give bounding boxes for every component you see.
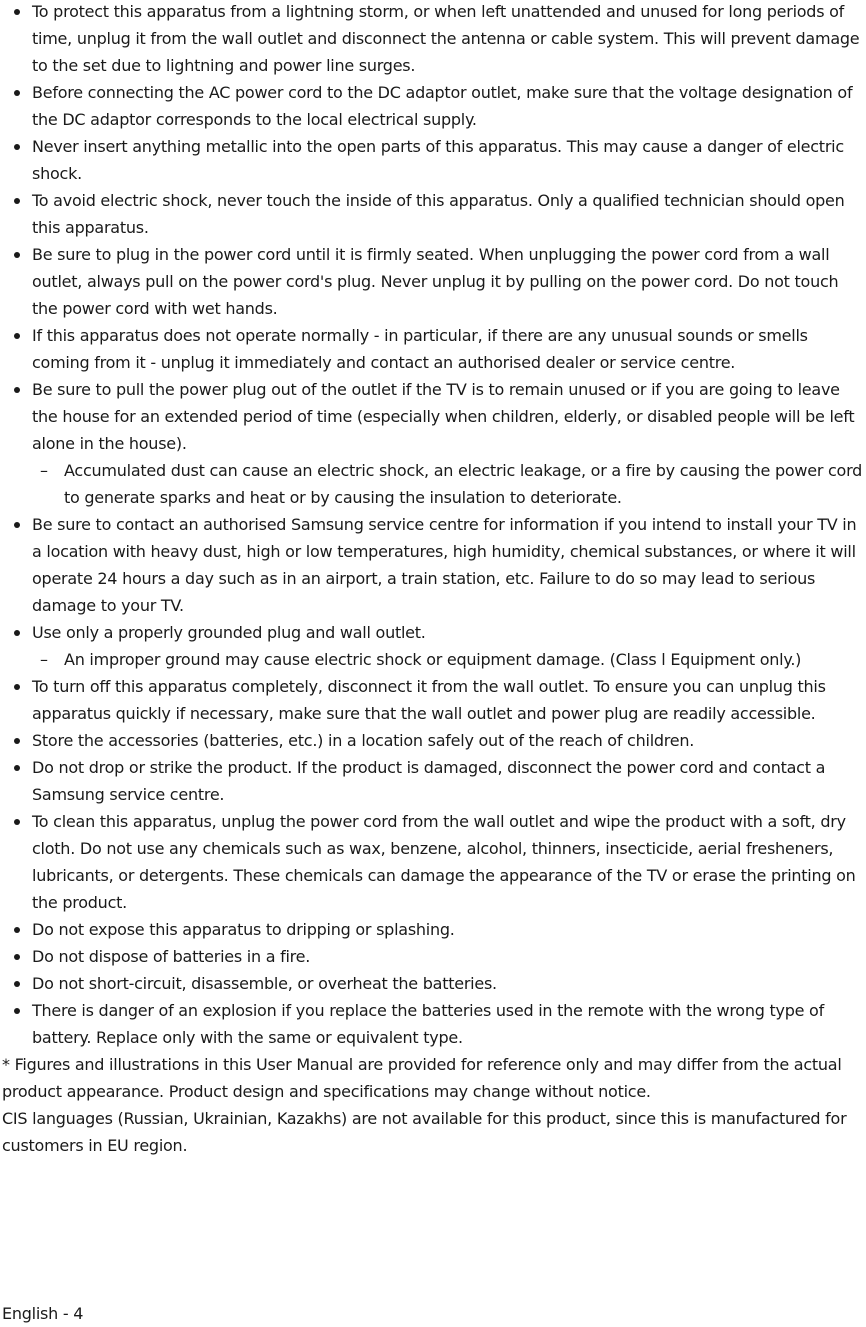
bullet-dot-icon bbox=[14, 954, 20, 960]
bullet-dot-icon bbox=[14, 333, 20, 339]
bullet-dot-icon bbox=[14, 387, 20, 393]
bullet-text: There is danger of an explosion if you replace the batteries used in the remote with the wrong type of battery. Replace only with the same or equivalent type. bbox=[32, 1001, 824, 1047]
bullet-item bbox=[0, 619, 866, 673]
bullet-item bbox=[0, 241, 866, 322]
bullet-dot-icon bbox=[14, 198, 20, 204]
page-footer: English - 4 bbox=[2, 1304, 84, 1323]
sub-bullet-item bbox=[32, 457, 864, 511]
bullet-dot-icon bbox=[14, 981, 20, 987]
bullet-text: Do not short-circuit, disassemble, or overheat the batteries. bbox=[32, 974, 497, 993]
bullet-text: Do not drop or strike the product. If the product is damaged, disconnect the power cord and contact a Samsung service centre. bbox=[32, 758, 826, 804]
bullet-item bbox=[0, 754, 866, 808]
bullet-dot-icon bbox=[14, 1008, 20, 1014]
sub-bullet-list bbox=[32, 457, 864, 511]
sub-bullet-text: Accumulated dust can cause an electric shock, an electric leakage, or a fire by causing the power cord to generate sparks and heat or by causing the insulation to deteriorate. bbox=[64, 461, 863, 507]
bullet-dot-icon bbox=[14, 252, 20, 258]
bullet-text: To avoid electric shock, never touch the inside of this apparatus. Only a qualified technician should open this apparatus. bbox=[32, 191, 845, 237]
bullet-item bbox=[0, 79, 866, 133]
bullet-dot-icon bbox=[14, 630, 20, 636]
bullet-dot-icon bbox=[14, 9, 20, 15]
bullet-text: To clean this apparatus, unplug the power cord from the wall outlet and wipe the product with a soft, dry cloth. Do not use any chemicals such as wax, benzene, alcohol, thinners, insecticide, aerial fresheners, lubricants, or detergents. These chemicals can damage the appearance of the TV or erase the printing on the product. bbox=[32, 812, 856, 912]
bullet-text: Never insert anything metallic into the open parts of this apparatus. This may cause a danger of electric shock. bbox=[32, 137, 844, 183]
bullet-item bbox=[0, 322, 866, 376]
bullet-item bbox=[0, 808, 866, 916]
bullet-text: Be sure to plug in the power cord until it is firmly seated. When unplugging the power cord from a wall outlet, always pull on the power cord's plug. Never unplug it by pulling on the power cord. Do not touch the power cord with wet hands. bbox=[32, 245, 839, 318]
bullet-text: Do not expose this apparatus to dripping or splashing. bbox=[32, 920, 455, 939]
note-paragraph: * Figures and illustrations in this User Manual are provided for reference only and may differ from the actual product appearance. Product design and specifications may change without notice. bbox=[2, 1055, 842, 1101]
sub-bullet-item bbox=[32, 646, 864, 673]
bullet-text: Use only a properly grounded plug and wall outlet. bbox=[32, 623, 426, 642]
bullet-dot-icon bbox=[14, 765, 20, 771]
bullet-item bbox=[0, 187, 866, 241]
bullet-dot-icon bbox=[14, 819, 20, 825]
bullet-item bbox=[0, 970, 866, 997]
bullet-text: To protect this apparatus from a lightning storm, or when left unattended and unused for long periods of time, unplug it from the wall outlet and disconnect the antenna or cable system. This will prevent damage to the set due to lightning and power line surges. bbox=[32, 2, 860, 75]
bullet-item bbox=[0, 727, 866, 754]
bullet-text: To turn off this apparatus completely, disconnect it from the wall outlet. To ensure you can unplug this apparatus quickly if necessary, make sure that the wall outlet and power plug are readily accessible. bbox=[32, 677, 826, 723]
bullet-item bbox=[0, 376, 866, 511]
bullet-item bbox=[0, 511, 866, 619]
sub-bullet-list bbox=[32, 646, 864, 673]
bullet-item bbox=[0, 997, 866, 1051]
note-paragraph: CIS languages (Russian, Ukrainian, Kazakhs) are not available for this product, since this is manufactured for customers in EU region. bbox=[2, 1109, 847, 1155]
bullet-text: If this apparatus does not operate normally - in particular, if there are any unusual sounds or smells coming from it - unplug it immediately and contact an authorised dealer or service centre. bbox=[32, 326, 808, 372]
bullet-item bbox=[0, 133, 866, 187]
bullet-text: Do not dispose of batteries in a fire. bbox=[32, 947, 311, 966]
bullet-dot-icon bbox=[14, 522, 20, 528]
bullet-text: Store the accessories (batteries, etc.) in a location safely out of the reach of children. bbox=[32, 731, 695, 750]
bullet-dot-icon bbox=[14, 927, 20, 933]
bullet-text: Be sure to contact an authorised Samsung service centre for information if you intend to install your TV in a location with heavy dust, high or low temperatures, high humidity, chemical substances, or where it will operate 24 hours a day such as in an airport, a train station, etc. Failure to do so may lead to serious damage to your TV. bbox=[32, 515, 857, 615]
bullet-dot-icon bbox=[14, 684, 20, 690]
bullet-item bbox=[0, 916, 866, 943]
bullet-dot-icon bbox=[14, 144, 20, 150]
dash-marker-icon: – bbox=[40, 461, 48, 480]
bullet-item bbox=[0, 673, 866, 727]
notes-section bbox=[0, 1051, 866, 1159]
bullet-dot-icon bbox=[14, 90, 20, 96]
bullet-text: Before connecting the AC power cord to the DC adaptor outlet, make sure that the voltage designation of the DC adaptor corresponds to the local electrical supply. bbox=[32, 83, 853, 129]
bullet-text: Be sure to pull the power plug out of the outlet if the TV is to remain unused or if you are going to leave the house for an extended period of time (especially when children, elderly, or disabled people will be left alone in the house). bbox=[32, 380, 855, 453]
bullet-item bbox=[0, 943, 866, 970]
bullet-item bbox=[0, 0, 866, 79]
dash-marker-icon: – bbox=[40, 650, 48, 669]
sub-bullet-text: An improper ground may cause electric shock or equipment damage. (Class l Equipment only.) bbox=[64, 650, 802, 669]
bullet-dot-icon bbox=[14, 738, 20, 744]
